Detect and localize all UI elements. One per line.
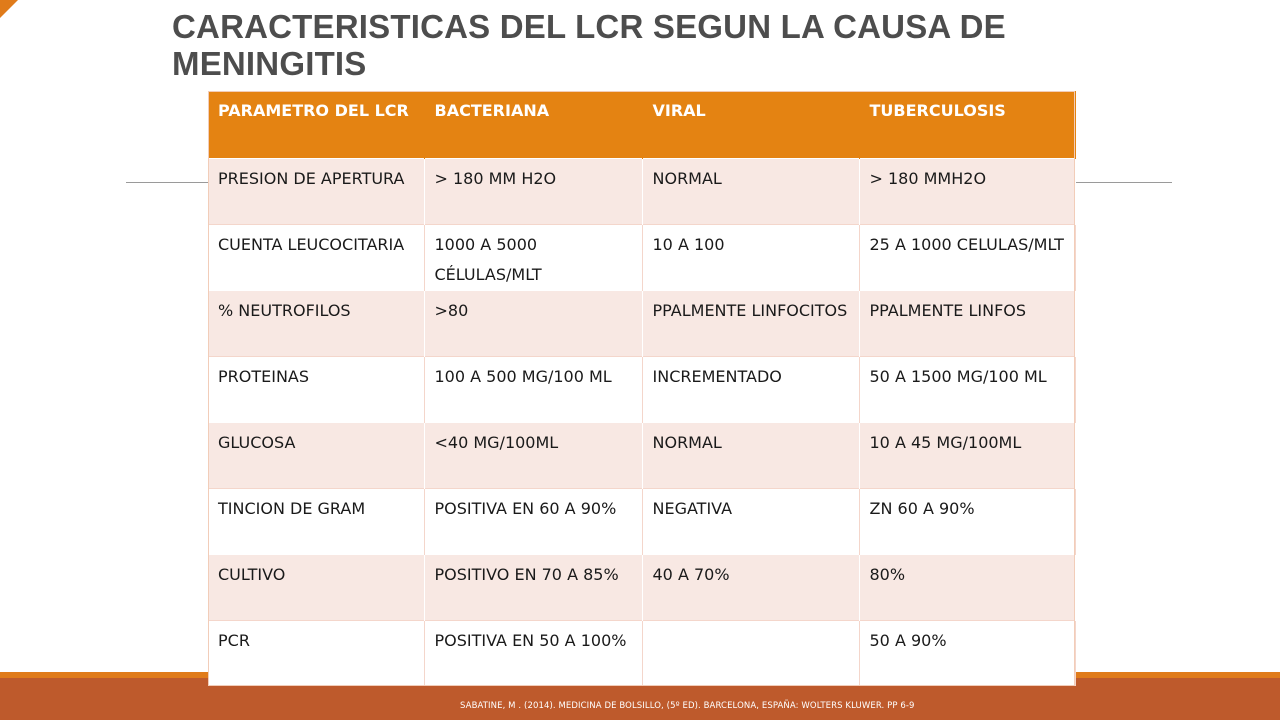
table-cell: > 180 MM H2O xyxy=(424,158,642,224)
lcr-characteristics-table xyxy=(208,91,1076,686)
lcr-table-container xyxy=(208,91,1075,686)
table-cell: 1000 A 5000 CÉLULAS/MLT xyxy=(424,224,642,290)
header-cell-viral: VIRAL xyxy=(642,91,859,158)
table-cell: 50 A 1500 MG/100 ML xyxy=(859,356,1075,422)
table-row xyxy=(208,422,1075,488)
table-cell: PPALMENTE LINFOS xyxy=(859,290,1075,356)
table-cell: CUENTA LEUCOCITARIA xyxy=(208,224,424,290)
table-header-row xyxy=(208,91,1075,158)
table-body xyxy=(208,158,1075,686)
corner-accent xyxy=(0,0,18,18)
table-cell: PROTEINAS xyxy=(208,356,424,422)
table-cell: >80 xyxy=(424,290,642,356)
table-cell: % NEUTROFILOS xyxy=(208,290,424,356)
table-cell: PPALMENTE LINFOCITOS xyxy=(642,290,859,356)
header-cell-tuberculosis: TUBERCULOSIS xyxy=(859,91,1075,158)
table-cell: NORMAL xyxy=(642,158,859,224)
divider-line-left xyxy=(126,182,210,183)
table-cell: ZN 60 A 90% xyxy=(859,488,1075,554)
table-cell: PCR xyxy=(208,620,424,686)
table-row xyxy=(208,224,1075,290)
table-row xyxy=(208,356,1075,422)
table-cell: 100 A 500 MG/100 ML xyxy=(424,356,642,422)
table-row xyxy=(208,158,1075,224)
divider-line-right xyxy=(1074,182,1172,183)
table-row xyxy=(208,620,1075,686)
table-cell: 40 A 70% xyxy=(642,554,859,620)
table-cell: NEGATIVA xyxy=(642,488,859,554)
table-row xyxy=(208,488,1075,554)
table-header xyxy=(208,91,1075,158)
slide-title: CARACTERISTICAS DEL LCR SEGUN LA CAUSA DE MENINGITIS xyxy=(172,8,1006,82)
header-cell-parametro: PARAMETRO DEL LCR xyxy=(208,91,424,158)
table-cell: 10 A 45 MG/100ML xyxy=(859,422,1075,488)
table-cell: GLUCOSA xyxy=(208,422,424,488)
table-cell: POSITIVA EN 60 A 90% xyxy=(424,488,642,554)
table-cell: PRESION DE APERTURA xyxy=(208,158,424,224)
table-row xyxy=(208,554,1075,620)
table-cell xyxy=(642,620,859,686)
header-cell-bacteriana: BACTERIANA xyxy=(424,91,642,158)
table-cell: 25 A 1000 CELULAS/MLT xyxy=(859,224,1075,290)
table-cell: 80% xyxy=(859,554,1075,620)
table-cell: NORMAL xyxy=(642,422,859,488)
table-cell: INCREMENTADO xyxy=(642,356,859,422)
table-cell: CULTIVO xyxy=(208,554,424,620)
table-cell: TINCION DE GRAM xyxy=(208,488,424,554)
table-cell: POSITIVA EN 50 A 100% xyxy=(424,620,642,686)
table-cell: <40 MG/100ML xyxy=(424,422,642,488)
table-cell: 10 A 100 xyxy=(642,224,859,290)
table-cell: > 180 MMH2O xyxy=(859,158,1075,224)
table-cell: 50 A 90% xyxy=(859,620,1075,686)
footer-citation: SABATINE, M . (2014). MEDICINA DE BOLSILLO, (5º ED). BARCELONA, ESPAÑA: WOLTERS KLUWER. PP 6-9 xyxy=(460,701,915,711)
table-row xyxy=(208,290,1075,356)
table-cell: POSITIVO EN 70 A 85% xyxy=(424,554,642,620)
